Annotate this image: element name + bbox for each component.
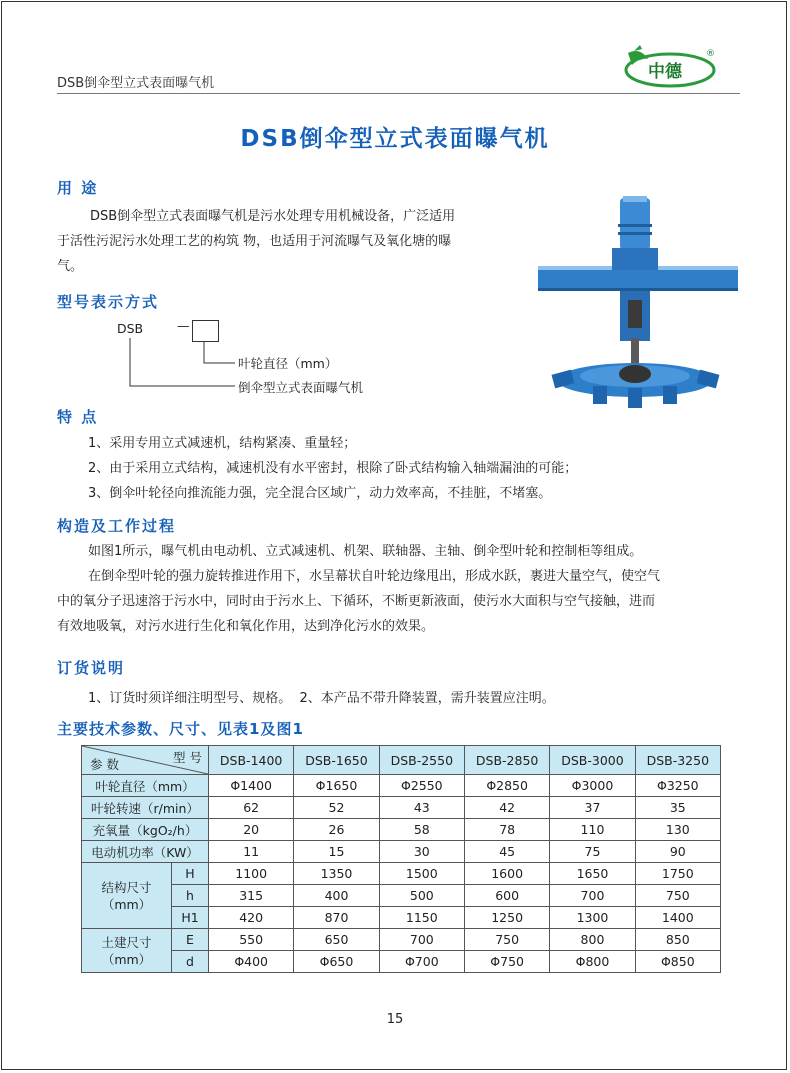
company-logo [620,45,718,90]
ordering-heading: 订货说明 [57,659,126,677]
table-cell: Φ750 [464,951,549,973]
table-row [82,929,721,951]
feature-item: 1、采用专用立式减速机，结构紧凑、重量轻； [88,436,357,451]
table-cell: Φ2550 [379,775,464,797]
specs-heading: 主要技术参数、尺寸、见表1及图1 [57,720,304,738]
construction-line-2: 在倒伞型叶轮的强力旋转推进作用下，水呈幕状自叶轮边缘甩出，形成水跃，裹进大量空气，使空气 [88,569,661,584]
table-cell: 45 [464,841,549,863]
table-cell: 700 [379,929,464,951]
construction-line-1: 如图1所示，曝气机由电动机、立式减速机、机架、联轴器、主轴、倒伞型叶轮和控制柜等组成。 [88,544,643,559]
sub-label: h [172,885,209,907]
table-cell: Φ1400 [209,775,294,797]
table-cell: 52 [294,797,379,819]
table-row [82,863,721,885]
model-leader-lines [120,336,240,396]
table-header-row [82,746,721,775]
table-cell: 130 [635,819,720,841]
usage-line-1: DSB倒伞型立式表面曝气机是污水处理专用机械设备，广泛适用 [90,209,456,224]
model-header: DSB-3000 [550,746,635,775]
civil-label-line2: （mm） [101,951,152,967]
construction-line-4: 有效地吸氧，对污水进行生化和氧化作用，达到净化污水的效果。 [57,619,435,634]
table-row [82,797,721,819]
table-cell: 1150 [379,907,464,929]
corner-model-label: 型 号 [173,750,202,765]
feature-item: 2、由于采用立式结构，减速机没有水平密封，根除了卧式结构输入轴端漏油的可能； [88,461,578,476]
spec-table [81,745,721,973]
civil-group-label [82,929,172,973]
table-cell: 750 [464,929,549,951]
construction-line-3: 中的氧分子迅速溶于污水中，同时由于污水上、下循环，不断更新液面，使污水大面积与空气接触，进而 [57,594,656,609]
usage-line-3: 气。 [57,259,84,274]
usage-heading: 用 途 [57,179,99,197]
table-cell: 650 [294,929,379,951]
table-cell: 75 [550,841,635,863]
table-cell: Φ1650 [294,775,379,797]
table-cell: 1300 [550,907,635,929]
model-header: DSB-2850 [464,746,549,775]
page-title: DSB倒伞型立式表面曝气机 [240,126,550,152]
row-label: 电动机功率（KW） [82,841,209,863]
table-cell: Φ800 [550,951,635,973]
table-cell: 42 [464,797,549,819]
sub-label: H [172,863,209,885]
structure-group-label [82,863,172,929]
table-cell: 420 [209,907,294,929]
feature-item: 3、倒伞叶轮径向推流能力强，完全混合区域广，动力效率高，不挂脏，不堵塞。 [88,486,552,501]
page-number: 15 [386,1012,404,1027]
model-dash: — [177,318,190,333]
sub-label: E [172,929,209,951]
model-header: DSB-2550 [379,746,464,775]
table-cell: 800 [550,929,635,951]
corner-param-label: 参 数 [90,757,119,772]
table-cell: 37 [550,797,635,819]
table-cell: 1100 [209,863,294,885]
sub-label: d [172,951,209,973]
table-cell: 62 [209,797,294,819]
table-cell: 1400 [635,907,720,929]
model-code: DSB [117,321,144,336]
structure-label-line2: （mm） [101,896,152,912]
table-cell: Φ700 [379,951,464,973]
table-cell: 43 [379,797,464,819]
table-row [82,951,721,973]
model-notation-heading: 型号表示方式 [57,293,160,311]
table-row [82,775,721,797]
usage-line-2: 于活性污泥污水处理工艺的构筑 物，也适用于河流曝气及氧化塘的曝 [57,234,452,249]
table-cell: 35 [635,797,720,819]
table-cell: 90 [635,841,720,863]
ordering-text: 1、订货时须详细注明型号、规格。 2、本产品不带升降装置，需升装置应注明。 [88,691,555,706]
table-cell: 870 [294,907,379,929]
logo-text: 中德 [648,62,682,82]
structure-label-line1: 结构尺寸 [101,879,152,895]
table-cell: 110 [550,819,635,841]
table-cell: 30 [379,841,464,863]
table-cell: Φ850 [635,951,720,973]
model-label-diameter: 叶轮直径（mm） [238,356,338,371]
table-cell: 400 [294,885,379,907]
aerator-photo [538,188,738,413]
table-cell: 26 [294,819,379,841]
table-cell: 500 [379,885,464,907]
table-cell: 1500 [379,863,464,885]
table-cell: 1600 [464,863,549,885]
row-label: 叶轮直径（mm） [82,775,209,797]
model-label-type: 倒伞型立式表面曝气机 [238,380,364,395]
table-cell: 1350 [294,863,379,885]
table-cell: Φ2850 [464,775,549,797]
table-row [82,885,721,907]
table-cell: 700 [550,885,635,907]
table-cell: 20 [209,819,294,841]
table-row [82,907,721,929]
table-cell: Φ650 [294,951,379,973]
sub-label: H1 [172,907,209,929]
table-cell: Φ400 [209,951,294,973]
model-header: DSB-3250 [635,746,720,775]
table-cell: 1650 [550,863,635,885]
registered-mark: ® [706,49,715,59]
header-rule [57,93,740,94]
running-header: DSB倒伞型立式表面曝气机 [57,76,215,91]
table-cell: 58 [379,819,464,841]
row-label: 叶轮转速（r/min） [82,797,209,819]
table-cell: 850 [635,929,720,951]
model-header: DSB-1400 [209,746,294,775]
civil-label-line1: 土建尺寸 [101,934,152,950]
table-cell: 750 [635,885,720,907]
construction-heading: 构造及工作过程 [57,517,177,535]
table-cell: 1250 [464,907,549,929]
table-cell: 1750 [635,863,720,885]
table-cell: 550 [209,929,294,951]
table-row [82,841,721,863]
table-cell: 600 [464,885,549,907]
table-cell: 78 [464,819,549,841]
features-heading: 特 点 [57,408,99,426]
table-row [82,819,721,841]
model-header: DSB-1650 [294,746,379,775]
table-cell: Φ3250 [635,775,720,797]
table-corner-cell [82,746,209,775]
table-cell: 15 [294,841,379,863]
table-cell: 11 [209,841,294,863]
table-cell: 315 [209,885,294,907]
row-label: 充氧量（kgO₂/h） [82,819,209,841]
table-cell: Φ3000 [550,775,635,797]
